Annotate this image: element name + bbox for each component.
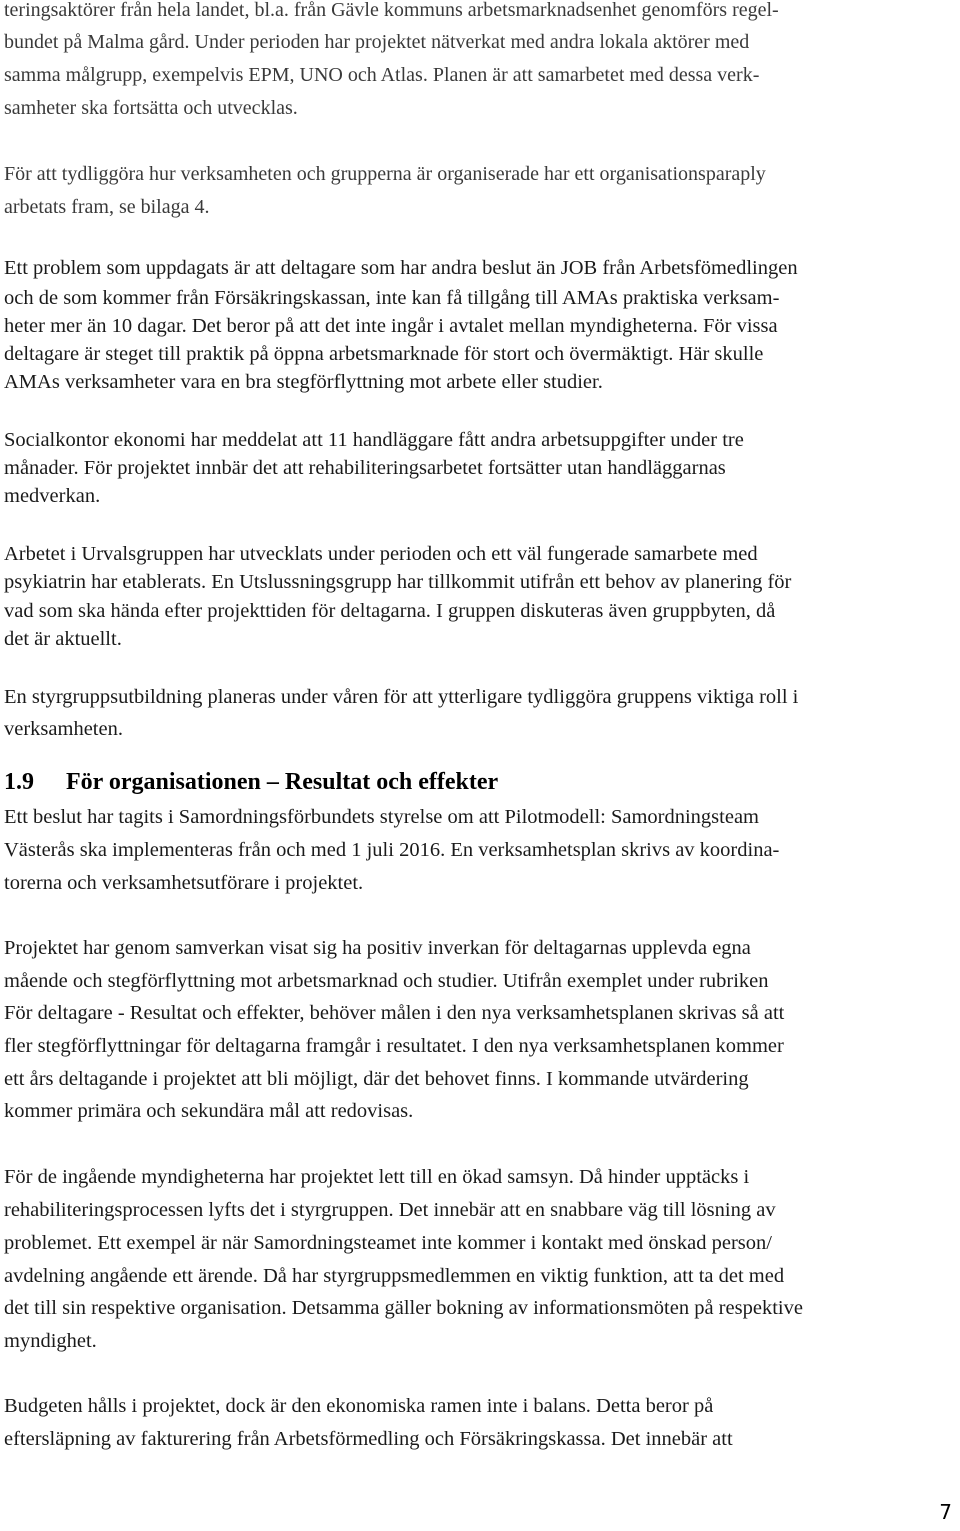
paragraph-line: samheter ska fortsätta och utvecklas. xyxy=(4,97,298,119)
paragraph-line: För deltagare - Resultat och effekter, behöver målen i den nya verksamhetsplanen skrivas så att xyxy=(4,1002,785,1024)
paragraph-line: psykiatrin har etablerats. En Utslussningsgrupp har tillkommit utifrån ett behov av planering för xyxy=(4,571,792,593)
paragraph-line: ett års deltagande i projektet att bli möjligt, där det behovet finns. I kommande utvärdering xyxy=(4,1068,749,1090)
section-title: För organisationen – Resultat och effekter xyxy=(66,769,499,795)
paragraph-line: arbetats fram, se bilaga 4. xyxy=(4,196,210,218)
paragraph-line: det till sin respektive organisation. Detsamma gäller bokning av informationsmöten på respektive xyxy=(4,1297,803,1319)
paragraph-line: rehabiliteringsprocessen lyfts det i styrgruppen. Det innebär att en snabbare väg till lösning av xyxy=(4,1199,776,1221)
paragraph-line: och de som kommer från Försäkringskassan, inte kan få tillgång till AMAs praktiska verksam- xyxy=(4,287,780,309)
section-heading xyxy=(4,767,498,797)
paragraph-line: heter mer än 10 dagar. Det beror på att det inte ingår i avtalet mellan myndigheterna. För vissa xyxy=(4,315,778,337)
paragraph-line: torerna och verksamhetsutförare i projektet. xyxy=(4,872,364,894)
paragraph-line: problemet. Ett exempel är när Samordningsteamet inte kommer i kontakt med önskad person/ xyxy=(4,1232,772,1254)
paragraph-line: månader. För projektet innbär det att rehabiliteringsarbetet fortsätter utan handläggarnas xyxy=(4,457,726,479)
paragraph-line: Arbetet i Urvalsgruppen har utvecklats under perioden och ett väl fungerade samarbete med xyxy=(4,543,758,565)
paragraph-line: myndighet. xyxy=(4,1330,97,1352)
section-number: 1.9 xyxy=(4,769,34,795)
paragraph-line: kommer primära och sekundära mål att redovisas. xyxy=(4,1100,414,1122)
paragraph-line: Budgeten hålls i projektet, dock är den ekonomiska ramen inte i balans. Detta beror på xyxy=(4,1395,714,1417)
paragraph-line: Västerås ska implementeras från och med 1 juli 2016. En verksamhetsplan skrivs av koordina- xyxy=(4,839,780,861)
paragraph-line: vad som ska hända efter projekttiden för deltagarna. I gruppen diskuteras även gruppbyten, då xyxy=(4,600,776,622)
paragraph-line: Ett problem som uppdagats är att deltagare som har andra beslut än JOB från Arbetsfömedlingen xyxy=(4,257,798,279)
paragraph-line: teringsaktörer från hela landet, bl.a. från Gävle kommuns arbetsmarknadsenhet genomförs regel- xyxy=(4,0,779,21)
paragraph-line: samma målgrupp, exempelvis EPM, UNO och Atlas. Planen är att samarbetet med dessa verk- xyxy=(4,64,760,86)
paragraph-line: deltagare är steget till praktik på öppna arbetsmarknade för stort och övermäktigt. Här skulle xyxy=(4,343,764,365)
paragraph-line: AMAs verksamheter vara en bra stegförflyttning mot arbete eller studier. xyxy=(4,371,603,393)
paragraph-line: För de ingående myndigheterna har projektet lett till en ökad samsyn. Då hinder upptäcks i xyxy=(4,1166,750,1188)
paragraph-line: avdelning angående ett ärende. Då har styrgruppsmedlemmen en viktig funktion, att ta det med xyxy=(4,1265,785,1287)
paragraph-line: Socialkontor ekonomi har meddelat att 11 handläggare fått andra arbetsuppgifter under tre xyxy=(4,429,744,451)
paragraph-line: eftersläpning av fakturering från Arbetsförmedling och Försäkringskassa. Det innebär att xyxy=(4,1428,733,1450)
paragraph-line: En styrgruppsutbildning planeras under våren för att ytterligare tydliggöra gruppens viktiga roll i xyxy=(4,686,799,708)
paragraph-line: det är aktuellt. xyxy=(4,628,122,650)
paragraph-line: Ett beslut har tagits i Samordningsförbundets styrelse om att Pilotmodell: Samordningsteam xyxy=(4,806,759,828)
paragraph-line: Projektet har genom samverkan visat sig ha positiv inverkan för deltagarnas upplevda egna xyxy=(4,937,751,959)
paragraph-line: verksamheten. xyxy=(4,718,123,740)
paragraph-line: mående och stegförflyttning mot arbetsmarknad och studier. Utifrån exemplet under rubriken xyxy=(4,970,769,992)
paragraph-line: medverkan. xyxy=(4,485,101,507)
paragraph-line: fler stegförflyttningar för deltagarna framgår i resultatet. I den nya verksamhetsplanen kommer xyxy=(4,1035,784,1057)
paragraph-line: bundet på Malma gård. Under perioden har projektet nätverkat med andra lokala aktörer med xyxy=(4,31,750,53)
page-number: 7 xyxy=(939,1500,952,1524)
paragraph-line: För att tydliggöra hur verksamheten och grupperna är organiserade har ett organisationsparaply xyxy=(4,163,766,185)
